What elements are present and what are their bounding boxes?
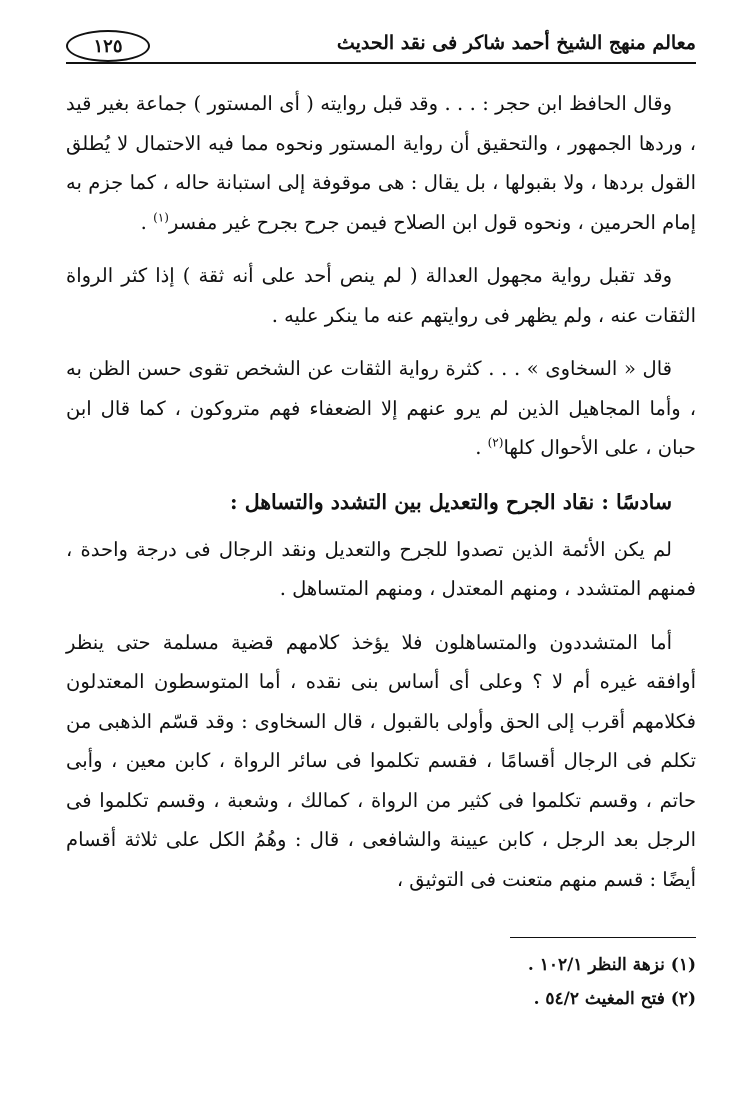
section-heading: سادسًا : نقاد الجرح والتعديل بين التشدد والتساهل : (230, 489, 672, 514)
main-text (66, 84, 696, 913)
footnote-2: (٢) فتح المغيث ٥٤/٢ . (533, 989, 696, 1009)
page-number: ١٢٥ (93, 35, 123, 57)
page-number-badge (66, 30, 150, 62)
footnote-ref-2: (٢) (487, 435, 504, 450)
paragraph-imams: لم يكن الأئمة الذين تصدوا للجرح والتعديل ونقد الرجال فى درجة واحدة ، فمنهم المتشدد ، ومنهم المعتدل ، ومنهم المتساهل . (66, 537, 696, 600)
footnote-ref-1: (١) (153, 210, 169, 224)
paragraph-end: . (475, 436, 488, 459)
paragraph-text: وقال الحافظ ابن حجر : . . . وقد قبل روايته ( أى المستور ) جماعة بغير قيد ، وردها الجمهور ، والتحقيق أن رواية المستور ونحوه مما فيه الاحتمال لا يُطلق القول بردها ، ولا بقبولها ، بل يقال : هى موقوفة إلى استبانة حاله ، كما جزم به إمام الحرمين ، ونحوه قول ابن الصلاح فيمن جرح بجرح غير مفسر (66, 92, 696, 234)
running-header (66, 30, 696, 60)
paragraph-mutashaddidun: أما المتشددون والمتساهلون فلا يؤخذ كلامهم قضية مسلمة حتى ينظر أوافقه غيره أم لا ؟ وعلى أى أساس بنى نقده ، أما المتوسطون المعتدلون فكلامهم أقرب إلى الحق وأولى بالقبول ، قال السخاوى : وقد قسّم الذهبى من تكلم فى الرجال أقسامًا ، فقسم تكلموا فى سائر الرواة ، كابن معين ، وأبى حاتم ، وقسم تكلموا فى كثير من الرواة ، كمالك ، وشعبة ، وقسم تكلموا فى الرجل بعد الرجل ، كابن عيينة والشافعى ، قال : وهُمُ الكل على ثلاثة أقسام أيضًا : قسم منهم متعنت فى التوثيق ، (66, 630, 696, 891)
paragraph-text: قال « السخاوى » . . . كثرة رواية الثقات عن الشخص تقوى حسن الظن به ، وأما المجاهيل الذين لم يرو عنهم إلا الضعفاء فهم متروكون ، كما قال ابن حبان ، على الأحوال كلها (66, 357, 696, 459)
paragraph-ibn-hajar (66, 84, 696, 242)
paragraph-end: . (140, 210, 154, 234)
header-divider (66, 62, 696, 64)
footnote-divider (510, 937, 696, 938)
paragraph-majhul: وقد تقبل رواية مجهول العدالة ( لم ينص أحد على أنه ثقة ) إذا كثر الرواة الثقات عنه ، ولم يظهر فى روايتهم عنه ما ينكر عليه . (66, 264, 696, 327)
book-title: معالم منهج الشيخ أحمد شاكر فى نقد الحديث (336, 32, 696, 54)
footnote-1: (١) نزهة النظر ١٠٢/١ . (527, 955, 696, 975)
footnotes (296, 948, 696, 1016)
paragraph-sakhawi (66, 349, 696, 468)
